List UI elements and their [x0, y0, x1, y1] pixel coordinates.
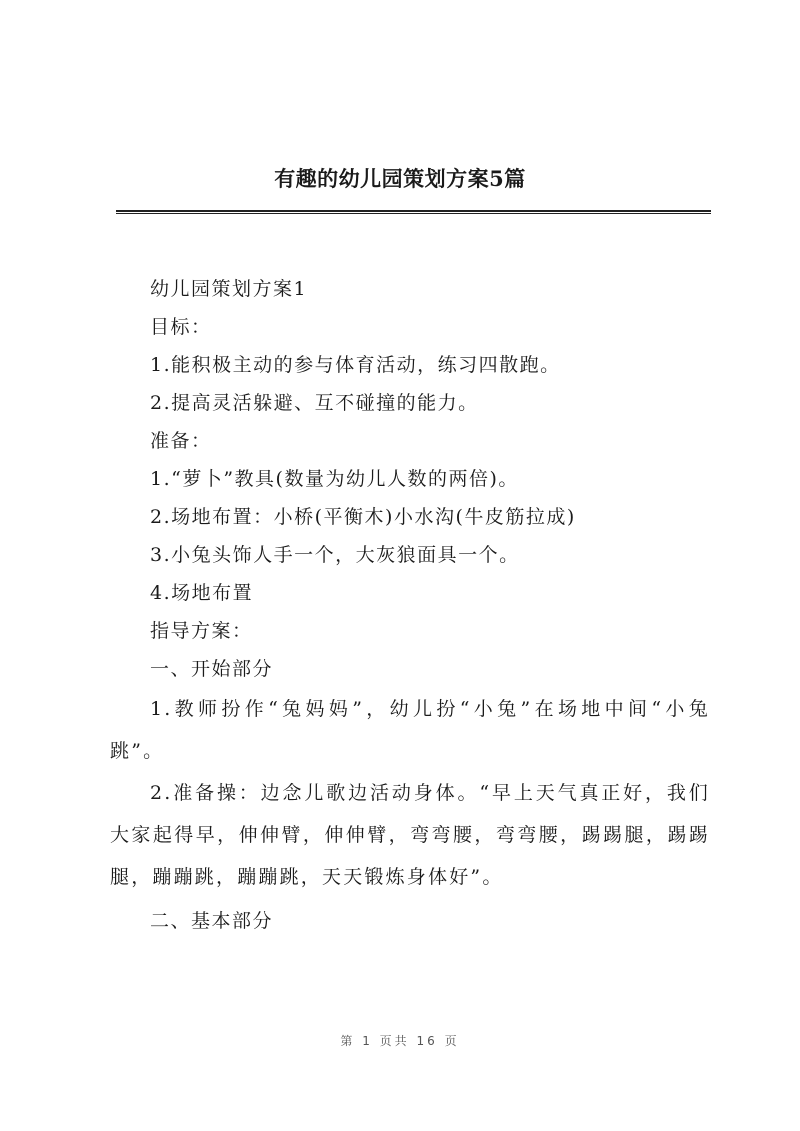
title-divider — [116, 210, 711, 214]
prep-item: 1.“萝卜”教具(数量为幼儿人数的两倍)。 — [150, 468, 519, 490]
subsection-heading: 一、开始部分 — [150, 658, 274, 680]
document-title: 有趣的幼儿园策划方案5篇 — [274, 166, 526, 191]
prep-label: 准备： — [150, 430, 212, 452]
document-body — [110, 270, 710, 944]
prep-item: 4.场地布置 — [150, 582, 254, 604]
guidance-label: 指导方案： — [150, 620, 253, 642]
goal-item: 1.能积极主动的参与体育活动，练习四散跑。 — [150, 354, 561, 376]
page-footer: 第 1 页共 16 页 — [340, 1034, 460, 1048]
body-paragraph: 1.教师扮作“兔妈妈”，幼儿扮“小兔”在场地中间“小兔跳”。 — [110, 698, 710, 762]
prep-item: 3.小兔头饰人手一个，大灰狼面具一个。 — [150, 544, 520, 566]
subsection-heading: 二、基本部分 — [150, 910, 274, 932]
section-heading: 幼儿园策划方案1 — [150, 278, 308, 300]
goal-label: 目标： — [150, 316, 212, 338]
prep-item: 2.场地布置：小桥(平衡木)小水沟(牛皮筋拉成) — [150, 506, 576, 528]
goal-item: 2.提高灵活躲避、互不碰撞的能力。 — [150, 392, 479, 414]
body-paragraph: 2.准备操：边念儿歌边活动身体。“早上天气真正好，我们大家起得早，伸伸臂，伸伸臂，弯弯腰，弯弯腰，踢踢腿，踢踢腿，蹦蹦跳，蹦蹦跳，天天锻炼身体好”。 — [110, 782, 710, 888]
